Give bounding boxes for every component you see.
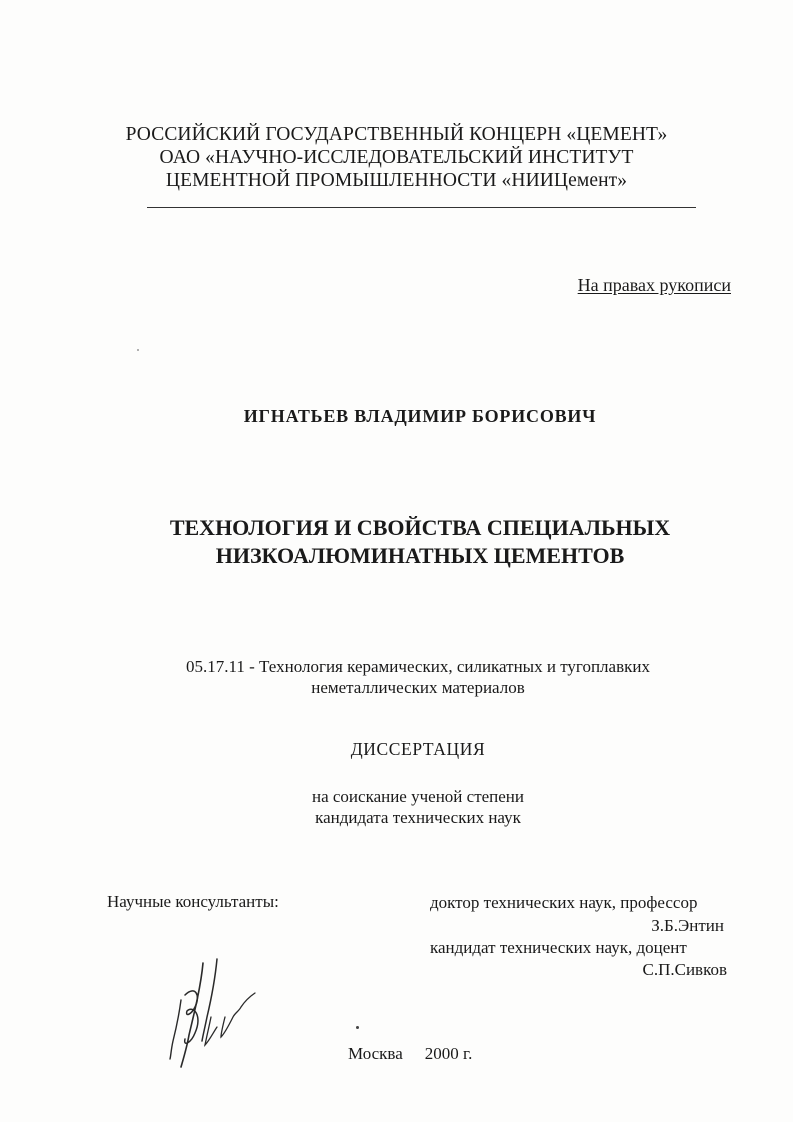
degree-line-1: на соискание ученой степени bbox=[311, 787, 525, 806]
organization-header bbox=[0, 123, 793, 192]
organization-line-3: ЦЕМЕНТНОЙ ПРОМЫШЛЕННОСТИ «НИИЦемент» bbox=[165, 170, 628, 191]
place-and-year bbox=[348, 1044, 472, 1064]
document-type: ДИССЕРТАЦИЯ bbox=[350, 739, 486, 759]
city: Москва bbox=[348, 1044, 403, 1063]
header-divider bbox=[147, 207, 696, 208]
year: 2000 г. bbox=[424, 1044, 473, 1063]
speck-mark bbox=[137, 349, 139, 351]
organization-line-2: ОАО «НАУЧНО-ИССЛЕДОВАТЕЛЬСКИЙ ИНСТИТУТ bbox=[159, 147, 634, 168]
manuscript-rights-note: На правах рукописи bbox=[577, 275, 731, 295]
organization-line-1: РОССИЙСКИЙ ГОСУДАРСТВЕННЫЙ КОНЦЕРН «ЦЕМЕНТ» bbox=[125, 124, 668, 145]
speck-mark bbox=[356, 1026, 359, 1029]
title-line-2: НИЗКОАЛЮМИНАТНЫХ ЦЕМЕНТОВ bbox=[215, 543, 625, 568]
handwritten-signature bbox=[165, 955, 265, 1080]
author-name: ИГНАТЬЕВ ВЛАДИМИР БОРИСОВИЧ bbox=[243, 406, 597, 426]
specialty-line-2: неметаллических материалов bbox=[311, 678, 525, 697]
degree-line-2: кандидата технических наук bbox=[315, 808, 521, 827]
advisor-2-title: кандидат технических наук, доцент bbox=[430, 938, 687, 957]
degree-statement bbox=[0, 786, 793, 828]
specialty-code bbox=[0, 656, 793, 698]
dissertation-title bbox=[0, 514, 793, 570]
advisor-1-title: доктор технических наук, профессор bbox=[430, 893, 698, 912]
specialty-line-1: 05.17.11 - Технология керамических, силикатных и тугоплавких bbox=[186, 657, 650, 676]
title-line-1: ТЕХНОЛОГИЯ И СВОЙСТВА СПЕЦИАЛЬНЫХ bbox=[169, 515, 671, 540]
advisor-1-name: З.Б.Энтин bbox=[651, 916, 724, 935]
consultants-label: Научные консультанты: bbox=[107, 892, 279, 911]
advisor-2-name: С.П.Сивков bbox=[642, 960, 727, 979]
